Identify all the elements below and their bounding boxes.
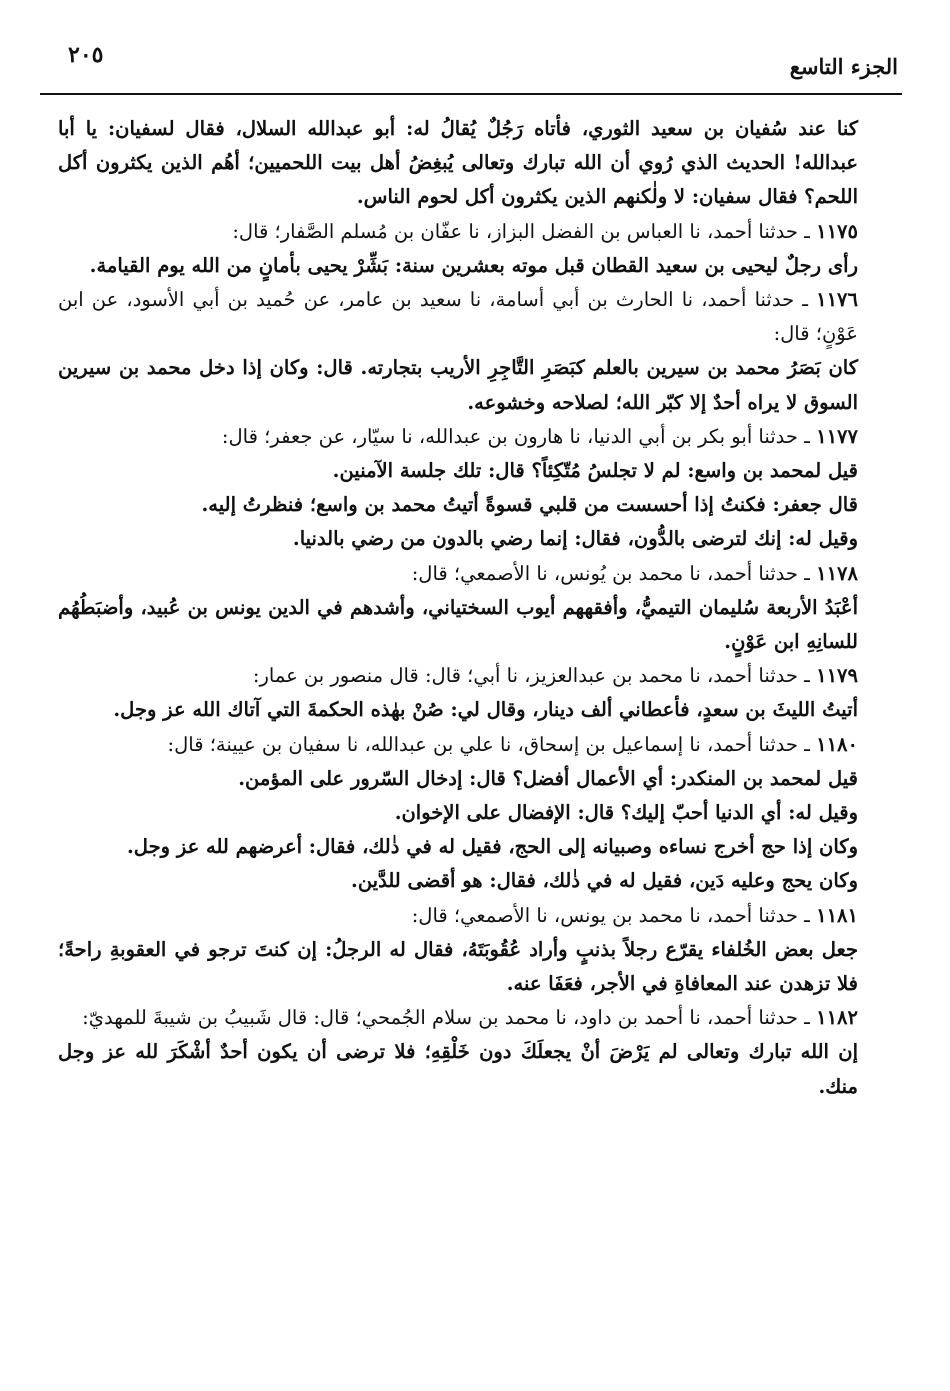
paragraph-text: قيل لمحمد بن المنكدر: أي الأعمال أفضل؟ قال: إدخال السّرور على المؤمن. bbox=[238, 766, 858, 790]
paragraph-15 bbox=[58, 796, 900, 830]
hadith-20 bbox=[58, 1001, 900, 1035]
paragraph-text: ـ حدثنا أحمد، نا الحارث بن أبي أسامة، نا سعيد بن عامر، عن حُميد بن أبي الأسود، عن ابن عَوْنٍ؛ قال: bbox=[58, 288, 858, 346]
hadith-18 bbox=[58, 899, 900, 933]
paragraph-text: وكان يحج وعليه دَين، فقيل له في ذٰلك، فقال: هو أقضى للدَّين. bbox=[351, 869, 858, 893]
hadith-number: ١١٧٥ bbox=[816, 219, 858, 243]
paragraph-12 bbox=[58, 693, 900, 727]
paragraph-text: كان بَصَرُ محمد بن سيرين بالعلم كبَصَرِ التَّاجِرِ الأريب بتجارته. قال: وكان إذا دخل محمد بن سيرين السوق لا يراه أحدٌ إلا كبّر الله؛ لصلاحه وخشوعه. bbox=[58, 356, 858, 414]
paragraph-text: وقيل له: إنك لترضى بالدُّون، فقال: إنما رضي بالدون من رضي بالدنيا. bbox=[292, 527, 858, 551]
page-number: ٢٠٥ bbox=[68, 42, 104, 68]
paragraph-21 bbox=[58, 1035, 900, 1103]
paragraph-text: وكان إذا حج أخرج نساءه وصبيانه إلى الحج، فقيل له في ذٰلك، فقال: أعرضهم لله عز وجل. bbox=[127, 835, 858, 859]
paragraph-17 bbox=[58, 864, 900, 898]
header-rule bbox=[40, 93, 902, 95]
running-title: الجزء التاسع bbox=[789, 54, 898, 79]
hadith-number: ١١٨٢ bbox=[816, 1006, 858, 1030]
hadith-number: ١١٧٩ bbox=[816, 664, 858, 688]
hadith-number: ١١٧٨ bbox=[816, 561, 858, 585]
paragraph-14 bbox=[58, 762, 900, 796]
paragraph-text: ـ حدثنا أحمد، نا أحمد بن داود، نا محمد بن سلام الجُمحي؛ قال: قال شَبيبُ بن شيبةَ للمهديّ: bbox=[82, 1006, 810, 1030]
paragraph-text: ـ حدثنا أحمد، نا محمد بن يُونس، نا الأصمعي؛ قال: bbox=[411, 561, 810, 585]
paragraph-19 bbox=[58, 933, 900, 1001]
paragraph-7 bbox=[58, 488, 900, 522]
paragraph-text: أتيتُ الليثَ بن سعدٍ، فأعطاني ألف دينار، وقال لي: صُنْ بهٰذه الحكمةَ التي آتاك الله عز وجل. bbox=[113, 698, 858, 722]
paragraph-text: رأى رجلٌ ليحيى بن سعيد القطان قبل موته بعشرين سنة: بَشِّرْ يحيى بأمانٍ من الله يوم القيامة. bbox=[89, 253, 858, 277]
paragraph-2 bbox=[58, 249, 900, 283]
paragraph-16 bbox=[58, 830, 900, 864]
hadith-number: ١١٨١ bbox=[816, 903, 858, 927]
paragraph-text: قال جعفر: فكنتُ إذا أحسست من قلبي قسوةً أتيتُ محمد بن واسع؛ فنظرتُ إليه. bbox=[201, 493, 858, 517]
hadith-13 bbox=[58, 728, 900, 762]
paragraph-4 bbox=[58, 351, 900, 419]
paragraph-text: كنا عند سُفيان بن سعيد الثوري، فأتاه رَجُلٌ يُقالُ له: أبو عبدالله السلال، فقال لسفيان: يا أبا عبدالله! الحديث الذي رُوي أن الله تبارك وتعالى يُبغِضُ أهل بيت اللحميين؛ أهُم الذين يكثرون أكل اللحم؟ فقال سفيان: لا ولٰكنهم الذين يكثرون أكل لحوم الناس. bbox=[58, 117, 858, 209]
paragraph-text: ـ حدثنا أبو بكر بن أبي الدنيا، نا هارون بن عبدالله، نا سيّار، عن جعفر؛ قال: bbox=[221, 424, 810, 448]
hadith-number: ١١٨٠ bbox=[816, 732, 858, 756]
paragraph-text: جعل بعض الخُلفاء يقرّع رجلاً بذنبٍ وأراد عُقُوبَتَهُ، فقال له الرجلُ: إن كنتَ ترجو في العقوبةِ راحةً؛ فلا تزهدن عند المعافاةِ في الأجر، فعَفَا عنه. bbox=[58, 937, 858, 996]
page-header bbox=[40, 34, 902, 90]
paragraph-text: قيل لمحمد بن واسع: لم لا تجلسُ مُتّكِئاً؟ قال: تلك جلسة الآمنين. bbox=[332, 459, 858, 483]
hadith-5 bbox=[58, 420, 900, 454]
paragraph-text: ـ حدثنا أحمد، نا محمد بن يونس، نا الأصمعي؛ قال: bbox=[411, 903, 810, 927]
paragraph-text: إن الله تبارك وتعالى لم يَرْضَ أنْ يجعلَكَ دون خَلْقِهِ؛ فلا ترضى أن يكون أحدٌ أشْكَرَ لله عز وجل منك. bbox=[58, 1040, 858, 1098]
body-text bbox=[58, 112, 900, 1104]
paragraph-10 bbox=[58, 591, 900, 659]
paragraph-8 bbox=[58, 522, 900, 556]
hadith-9 bbox=[58, 557, 900, 591]
hadith-number: ١١٧٦ bbox=[816, 288, 858, 312]
paragraph-0 bbox=[58, 112, 900, 215]
paragraph-6 bbox=[58, 454, 900, 488]
paragraph-text: ـ حدثنا أحمد، نا إسماعيل بن إسحاق، نا علي بن عبدالله، نا سفيان بن عيينة؛ قال: bbox=[167, 732, 810, 756]
hadith-number: ١١٧٧ bbox=[816, 424, 858, 448]
hadith-1 bbox=[58, 215, 900, 249]
paragraph-text: ـ حدثنا أحمد، نا العباس بن الفضل البزاز، نا عفّان بن مُسلم الصَّفار؛ قال: bbox=[232, 219, 810, 243]
paragraph-text: أعْبَدُ الأربعة سُليمان التيميُّ، وأفقههم أيوب السختياني، وأشدهم في الدين يونس بن عُبيد، وأضبَطُهُم للسانِهِ ابن عَوْنٍ. bbox=[58, 595, 858, 654]
hadith-11 bbox=[58, 659, 900, 693]
hadith-3 bbox=[58, 283, 900, 351]
paragraph-text: وقيل له: أي الدنيا أحبّ إليك؟ قال: الإفضال على الإخوان. bbox=[394, 801, 858, 825]
paragraph-text: ـ حدثنا أحمد، نا محمد بن عبدالعزيز، نا أبي؛ قال: قال منصور بن عمار: bbox=[252, 664, 810, 688]
